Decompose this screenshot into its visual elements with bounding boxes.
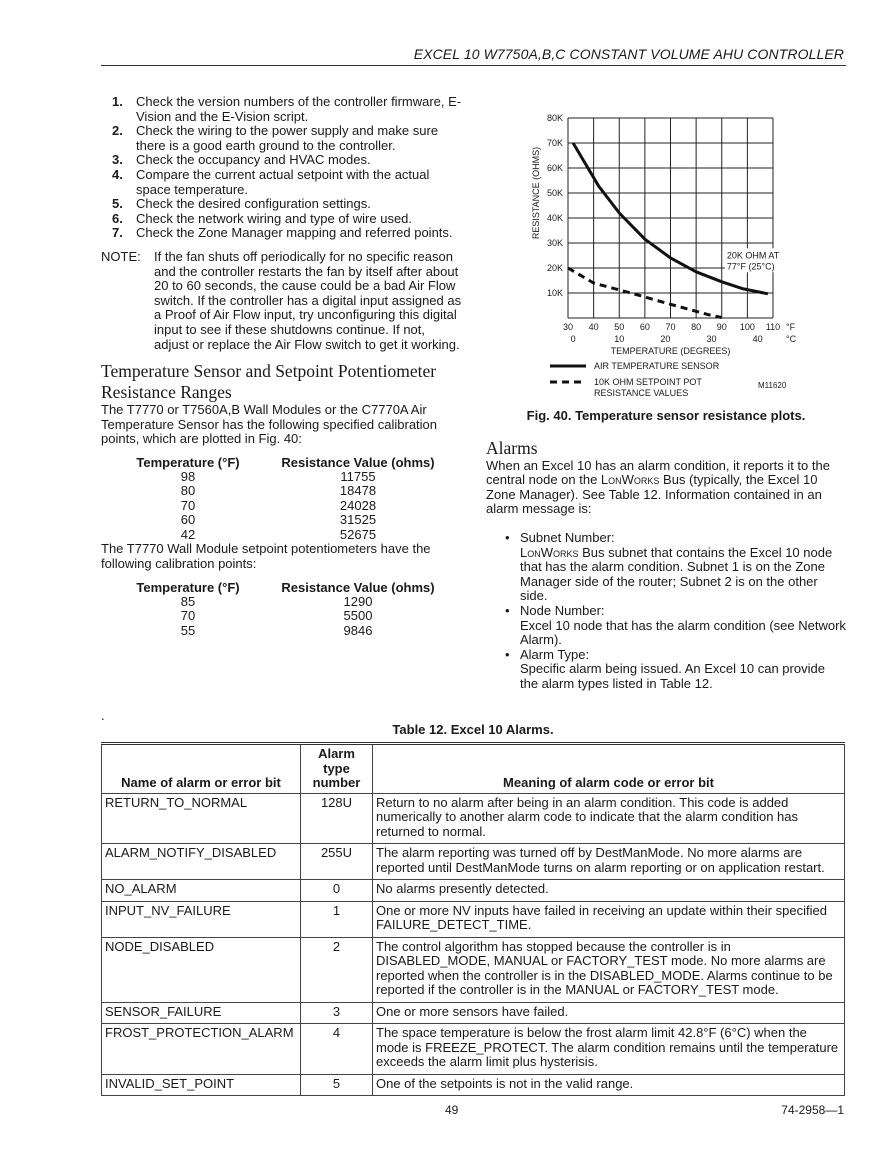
- table-row: 85 1290: [180, 593, 373, 609]
- y-tick-label: 20K: [546, 263, 563, 273]
- x-tick-label-c: 30: [706, 334, 717, 344]
- fahrenheit-unit: °F: [786, 322, 796, 332]
- table-row: NO_ALARM 0 No alarms presently detected.: [102, 880, 845, 902]
- setpoint-calibration-table: [118, 580, 448, 639]
- table-row: 55 9846: [180, 622, 373, 638]
- x-tick-label-f: 90: [716, 322, 727, 332]
- y-tick-label: 10K: [546, 288, 563, 298]
- resistance-chart: [486, 95, 846, 405]
- figure-caption: Fig. 40. Temperature sensor resistance plots.: [526, 408, 806, 423]
- table-row: 70 5500: [180, 608, 373, 624]
- x-tick-label-f: 110: [765, 322, 781, 332]
- x-tick-label-c: 10: [614, 334, 625, 344]
- legend-label: AIR TEMPERATURE SENSOR: [594, 361, 720, 371]
- celsius-unit: °C: [786, 334, 797, 344]
- x-tick-label-f: 70: [665, 322, 676, 332]
- table-row: 70 24028: [180, 497, 377, 513]
- alarm-info-list: [486, 531, 846, 692]
- y-tick-label: 80K: [546, 113, 563, 123]
- right-column: [486, 95, 846, 692]
- table-row: 80 18478: [180, 483, 377, 499]
- note-block: [101, 250, 463, 352]
- x-tick-label-f: 40: [588, 322, 599, 332]
- step-item: 2. Check the wiring to the power supply and make sure there is a good earth ground to the controller.: [112, 123, 439, 153]
- x-tick-label-f: 100: [739, 322, 755, 332]
- column-header: Alarm type number: [301, 744, 373, 794]
- step-item: 4. Compare the current actual setpoint with the actual space temperature.: [112, 166, 430, 197]
- x-tick-label-c: 20: [660, 334, 671, 344]
- x-tick-label-f: 30: [562, 322, 574, 332]
- x-tick-label-f: 80: [691, 322, 702, 332]
- x-axis-title: TEMPERATURE (DEGREES): [610, 346, 731, 356]
- table-row: 60 31525: [180, 512, 377, 528]
- alarms-intro: When an Excel 10 has an alarm condition, it reports it to the central node on the LonWorks Bus (typically, the Excel 10 Zone Manager). See Table 12. Information contained in an alarm message is:: [486, 457, 830, 517]
- alarm-table: [101, 742, 845, 1096]
- column-header: Name of alarm or error bit: [102, 744, 301, 794]
- table-row: ALARM_NOTIFY_DISABLED 255U The alarm reporting was turned off by DestManMode. No more alarms are reported until DestManMode turns on alarm reporting or on application restart.: [102, 844, 845, 880]
- table-row: INVALID_SET_POINT 5 One of the setpoints is not in the valid range.: [102, 1074, 845, 1096]
- y-tick-label: 40K: [546, 213, 563, 223]
- y-tick-label: 60K: [546, 163, 563, 173]
- table-row: INPUT_NV_FAILURE 1 One or more NV inputs have failed in receiving an update within their specified FAILURE_DETECT_TIME.: [102, 901, 845, 937]
- step-item: 5. Check the desired configuration settings.: [112, 196, 371, 212]
- step-item: 7. Check the Zone Manager mapping and referred points.: [112, 225, 453, 241]
- page-number: 49: [445, 1103, 459, 1117]
- sensor-section-heading: Temperature Sensor and Setpoint Potentiometer Resistance Ranges: [101, 361, 437, 403]
- table-row: FROST_PROTECTION_ALARM 4 The space temperature is below the frost alarm limit 42.8°F (6°C) when the mode is FREEZE_PROTECT. The alarm condition remains until the temperature exceeds the alarm limit plus hysterisis.: [102, 1024, 845, 1075]
- y-tick-label: 50K: [546, 188, 563, 198]
- table-row: SENSOR_FAILURE 3 One or more sensors have failed.: [102, 1002, 845, 1024]
- x-tick-label-c: 0: [570, 334, 576, 344]
- note-text: If the fan shuts off periodically for no specific reason and the controller restarts the fan by itself after about 20 to 60 seconds, the cause could be a bad Air Flow switch. If the controller has a digital input assigned as a Proof of Air Flow input, try unconfiguring this digital input to see if these shutdowns continue. If not, adjust or replace the Air Flow switch to get it working.: [154, 248, 462, 352]
- column-header: Meaning of alarm code or error bit: [373, 744, 845, 794]
- step-item: 1. Check the version numbers of the controller firmware, E-Vision and the E-Vision script.: [112, 94, 462, 124]
- column-header: Resistance Value (ohms): [281, 579, 435, 595]
- note-label: NOTE:: [101, 248, 141, 264]
- table-row: 42 52675: [180, 526, 377, 542]
- sensor-intro: The T7770 or T7560A,B Wall Modules or the C7770A Air Temperature Sensor has the following specified calibration points, which are plotted in Fig. 40:: [101, 402, 438, 447]
- x-tick-label-c: 40: [752, 334, 763, 344]
- stray-mark: .: [101, 708, 105, 723]
- alarm-table-title: Table 12. Excel 10 Alarms.: [392, 722, 554, 737]
- list-item: • Subnet Number: LonWorks Bus subnet that contains the Excel 10 node that has the alarm condition. Subnet 1 is on the Zone Manager side of the router; Subnet 2 is on the other side.: [505, 529, 833, 604]
- left-column: [101, 95, 463, 638]
- table-row: 98 11755: [180, 468, 376, 484]
- header-rule: [101, 65, 846, 66]
- list-item: • Node Number: Excel 10 node that has the alarm condition (see Network Alarm).: [505, 602, 846, 648]
- column-header: Temperature (°F): [136, 454, 240, 470]
- sensor-calibration-table: [118, 455, 448, 543]
- annotation-text: 77°F (25°C): [726, 261, 775, 272]
- legend-label: 10K OHM SETPOINT POT: [594, 377, 702, 387]
- alarms-heading: Alarms: [486, 437, 538, 458]
- x-tick-label-f: 60: [639, 322, 650, 332]
- table-row: NODE_DISABLED 2 The control algorithm has stopped because the controller is in DISABLED_MODE, MANUAL or FACTORY_TEST mode. No more alarms are reported when the controller is in the DISABLED_MODE. Alarms continue to be reported if the controller is in the MANUAL or FACTORY_TEST mode.: [102, 937, 845, 1002]
- resistance-figure: [486, 95, 846, 405]
- column-header: Resistance Value (ohms): [281, 454, 435, 470]
- y-tick-label: 30K: [546, 238, 563, 248]
- setpoint-intro: The T7770 Wall Module setpoint potentiometers have the following calibration points:: [101, 541, 431, 571]
- table-row: RETURN_TO_NORMAL 128U Return to no alarm after being in an alarm condition. This code is added numerically to another alarm code to indicate that the alarm condition has returned to normal.: [102, 793, 845, 844]
- x-tick-label-f: 50: [614, 322, 625, 332]
- troubleshooting-steps: [101, 95, 463, 241]
- figure-code: M11620: [758, 381, 787, 390]
- legend-label: RESISTANCE VALUES: [594, 388, 689, 398]
- column-header: Temperature (°F): [136, 579, 240, 595]
- annotation-text: 20K OHM AT: [726, 250, 780, 261]
- y-axis-title: RESISTANCE (OHMS): [531, 146, 541, 240]
- list-item: • Alarm Type: Specific alarm being issued. An Excel 10 can provide the alarm types listed in Table 12.: [505, 646, 825, 691]
- step-item: 6. Check the network wiring and type of wire used.: [112, 210, 413, 226]
- document-number: 74-2958—1: [781, 1103, 844, 1117]
- page-header-title: EXCEL 10 W7750A,B,C CONSTANT VOLUME AHU CONTROLLER: [413, 46, 844, 62]
- step-item: 3. Check the occupancy and HVAC modes.: [112, 152, 371, 168]
- y-tick-label: 70K: [546, 138, 563, 148]
